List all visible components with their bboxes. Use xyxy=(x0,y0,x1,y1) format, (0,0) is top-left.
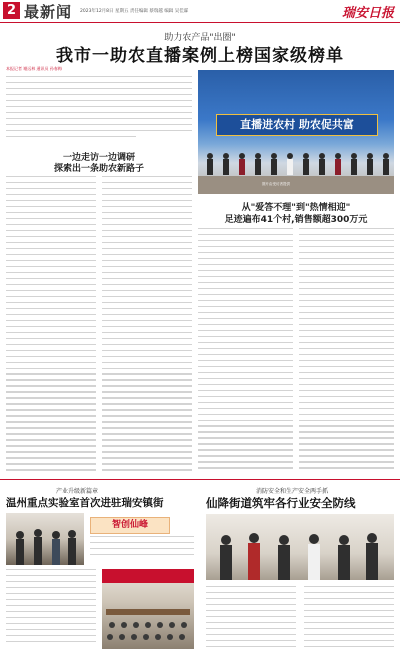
right-story-headline: 仙降街道筑牢各行业安全防线 xyxy=(206,496,356,510)
masthead xyxy=(0,0,400,23)
people-on-stage-graphic xyxy=(198,150,394,176)
inspection-graphic xyxy=(206,514,394,580)
right-body-column-2 xyxy=(299,228,394,476)
issue-line: 2023年12月8日 星期五 责任编辑 蔡瑞越 编辑 吴佳霖 xyxy=(80,9,189,14)
lead-body-column-1 xyxy=(6,176,96,476)
conference-photo xyxy=(102,569,194,649)
lead-photo xyxy=(198,70,394,194)
lead-subheadline-1b: 探索出一条助农新路子 xyxy=(53,164,144,174)
section-title: 最新闻 xyxy=(24,3,73,21)
lead-headline: 我市一助农直播案例上榜国家级榜单 xyxy=(56,46,344,66)
page-number: 2 xyxy=(3,2,20,19)
left-story-column-1 xyxy=(6,569,96,649)
lead-byline: 本报记者 谢远林 通讯员 孙春梅 xyxy=(6,66,62,71)
newspaper-logo: 瑞安日报 xyxy=(341,6,394,21)
lead-body-text-top xyxy=(6,76,192,146)
lab-visit-photo xyxy=(6,513,84,565)
right-story-kicker: 消防安全和生产安全两手抓 xyxy=(256,488,329,495)
right-story-column-2 xyxy=(304,586,394,652)
visitors-graphic xyxy=(6,513,84,565)
lead-subheadline-1: 一边走访一边调研 xyxy=(62,153,135,163)
sponsor-tag: 智创仙峰 xyxy=(90,517,170,534)
right-kicker: 从"爱答不理"到"热情相迎" xyxy=(241,203,351,213)
safety-inspection-photo xyxy=(206,514,394,580)
right-headline: 足迹遍布41个村,销售额超300万元 xyxy=(224,215,368,225)
stage xyxy=(198,176,394,194)
right-body-column-1 xyxy=(198,228,293,476)
lead-body-column-2 xyxy=(102,176,192,476)
lead-kicker: 助力农产品"出圈" xyxy=(164,33,236,43)
section-divider xyxy=(0,479,400,480)
left-story-kicker: 产业升级新篇章 xyxy=(56,488,99,495)
left-story-headline: 温州重点实验室首次进驻瑞安镇街 xyxy=(6,497,164,509)
left-story-text-top xyxy=(90,536,194,562)
photo-caption: 图片由受访者提供 xyxy=(262,182,290,186)
right-story-column-1 xyxy=(206,586,296,652)
conference-graphic xyxy=(102,569,194,649)
photo-banner: 直播进农村 助农促共富 xyxy=(216,114,378,136)
